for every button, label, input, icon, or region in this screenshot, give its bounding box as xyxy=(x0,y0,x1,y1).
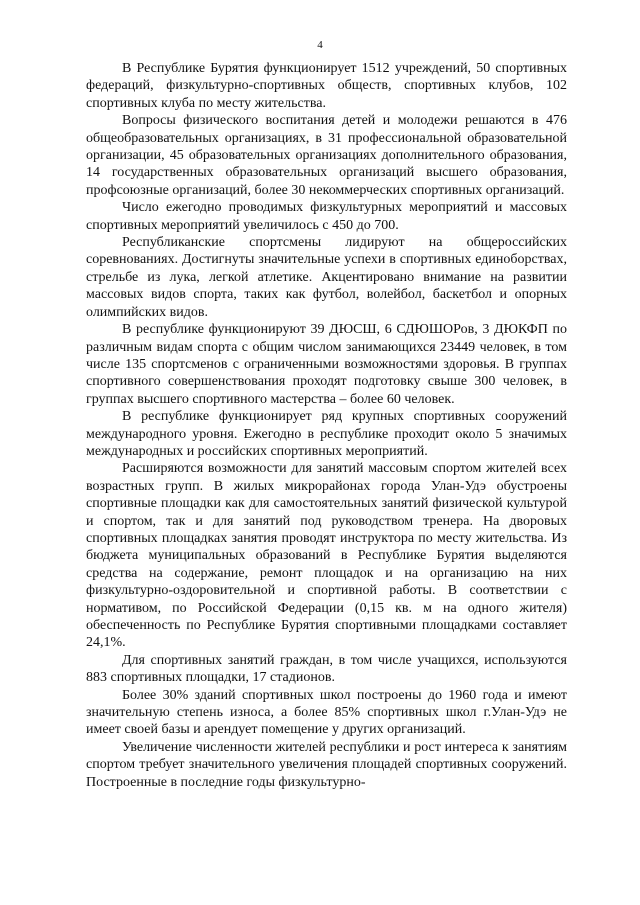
paragraph: Более 30% зданий спортивных школ построены до 1960 года и имеют значительную степень износа, а более 85% спортивных школ г.Улан-Удэ не имеет своей базы и арендует помещение у других организаций. xyxy=(86,687,567,738)
paragraph: Вопросы физического воспитания детей и молодежи решаются в 476 общеобразовательных организациях, в 31 профессиональной образовательной организации, 45 образовательных организациях дополнительного образования, 14 государственных образовательных организаций высшего образования, профсоюзные организаций, более 30 некоммерческих спортивных организаций. xyxy=(86,113,567,198)
paragraph: Для спортивных занятий граждан, в том числе учащихся, используются 883 спортивных площадки, 17 стадионов. xyxy=(86,652,567,686)
paragraph: В республике функционирует ряд крупных спортивных сооружений международного уровня. Ежегодно в республике проходит около 5 значимых международных и российских спортивных мероприятий. xyxy=(86,409,567,459)
page-number: 4 xyxy=(317,39,323,51)
paragraph: В Республике Бурятия функционирует 1512 учреждений, 50 спортивных федераций, физкультурно-спортивных обществ, спортивных клубов, 102 спортивных клуба по месту жительства. xyxy=(86,61,567,111)
paragraph: Республиканские спортсмены лидируют на общероссийских соревнованиях. Достигнуты значительные успехи в спортивных единоборствах, стрельбе из лука, легкой атлетике. Акцентировано внимание на развитии массовых видов спорта, таких как футбол, волейбол, баскетбол и опорных олимпийских видов. xyxy=(86,235,567,320)
paragraph: Расширяются возможности для занятий массовым спортом жителей всех возрастных групп. В жилых микрорайонах города Улан-Удэ обустроены спортивные площадки как для самостоятельных занятий физической культурой и спортом, так и для занятий под руководством тренера. На дворовых спортивных площадках занятия проводят инструктора по месту жительства. Из бюджета муниципальных образований в Республике Бурятия выделяются средства на содержание, ремонт площадок и на организацию на них физкультурно-оздоровительной и спортивной работы. В соответствии с нормативом, по Российской Федерации (0,15 кв. м на одного жителя) обеспеченность по Республике Бурятия спортивными площадками составляет 24,1%. xyxy=(86,461,567,651)
paragraph: В республике функционируют 39 ДЮСШ, 6 СДЮШОРов, 3 ДЮКФП по различным видам спорта с общим числом занимающихся 23449 человек, в том числе 135 спортсменов с ограниченными возможностями здоровья. В группах спортивного совершенствования проходят подготовку свыше 300 человек, в группах высшего спортивного мастерства – более 60 человек. xyxy=(86,322,567,407)
paragraph: Число ежегодно проводимых физкультурных мероприятий и массовых спортивных мероприятий увеличилось с 450 до 700. xyxy=(86,200,567,233)
paragraph: Увеличение численности жителей республики и рост интереса к занятиям спортом требует значительного увеличения площадей спортивных сооружений. Построенные в последние годы физкультурно- xyxy=(86,739,567,790)
document-body xyxy=(86,60,567,791)
